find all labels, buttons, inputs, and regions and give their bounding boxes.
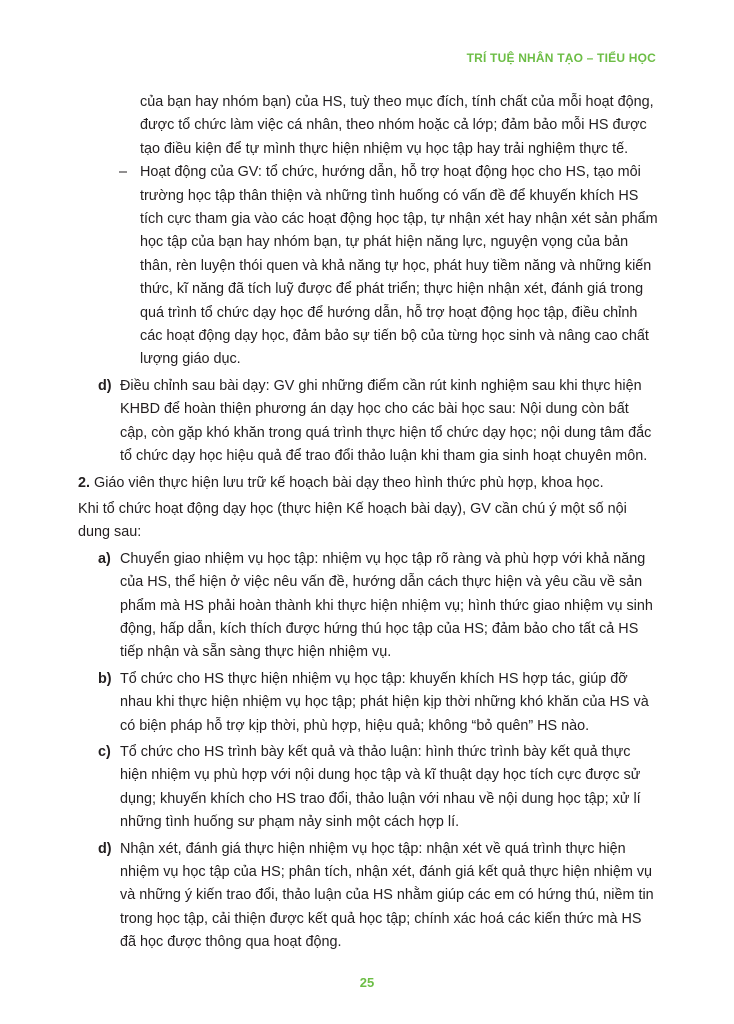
- dash-marker: –: [119, 164, 128, 181]
- list-item-text: Chuyển giao nhiệm vụ học tập: nhiệm vụ học tập rõ ràng và phù hợp với khả năng của HS, thể hiện ở việc nêu vấn đề, hướng dẫn cách thực hiện và yêu cầu về sản phẩm mà HS phải hoàn thành khi thực hiện nhiệm vụ; hình thức giao nhiệm vụ sinh động, hấp dẫn, kích thích được hứng thú học tập của HS; đảm bảo cho tất cả HS tiếp nhận và sẵn sàng thực hiện nhiệm vụ.: [120, 550, 653, 661]
- list-marker: c): [98, 743, 111, 760]
- list-item-text: Tổ chức cho HS thực hiện nhiệm vụ học tập: khuyến khích HS hợp tác, giúp đỡ nhau khi thực hiện nhiệm vụ học tập; phát hiện kịp thời những khó khăn của HS và có biện pháp hỗ trợ kịp thời, phù hợp, hiệu quả; không “bỏ quên” HS nào.: [120, 670, 649, 734]
- dash-list-item: [78, 161, 658, 372]
- page-body: [78, 91, 658, 955]
- point-2-paragraph: [78, 472, 658, 495]
- intro-paragraph: Khi tổ chức hoạt động dạy học (thực hiện Kế hoạch bài dạy), GV cần chú ý một số nội dung sau:: [78, 500, 627, 541]
- list-item-b: [78, 668, 658, 738]
- list-marker: d): [98, 377, 112, 394]
- point-text: Giáo viên thực hiện lưu trữ kế hoạch bài dạy theo hình thức phù hợp, khoa học.: [90, 474, 604, 491]
- list-item-c: [78, 741, 658, 835]
- list-item-d: [78, 838, 658, 955]
- list-item-text: Tổ chức cho HS trình bày kết quả và thảo luận: hình thức trình bày kết quả thực hiện nhiệm vụ phù hợp với nội dung học tập và kĩ thuật dạy học tích cực được sử dụng; khuyến khích cho HS trao đổi, thảo luận với nhau về nội dung học tập; xử lí những tình huống sư phạm nảy sinh một cách hợp lí.: [120, 743, 641, 831]
- running-header: TRÍ TUỆ NHÂN TẠO – TIỂU HỌC: [466, 51, 656, 65]
- page-number: 25: [359, 975, 375, 990]
- dash-item-text: Hoạt động của GV: tổ chức, hướng dẫn, hỗ trợ hoạt động học cho HS, tạo môi trường học tập thân thiện và những tình huống có vấn đề để khuyến khích HS tích cực tham gia vào các hoạt động học tập, tự nhận xét hay nhận xét sản phẩm học tập của bạn hay nhóm bạn, tự phát hiện năng lực, nguyện vọng của bản thân, rèn luyện thói quen và khả năng tự học, phát huy tiềm năng và những kiến thức, kĩ năng đã tích luỹ được để phát triển; thực hiện nhận xét, đánh giá trong quá trình tổ chức dạy học để hướng dẫn, hỗ trợ hoạt động học tập, điều chỉnh các hoạt động dạy học, đảm bảo sự tiến bộ của từng học sinh và nâng cao chất lượng giáo dục.: [140, 164, 658, 368]
- list-item-d-adjustment: [78, 375, 658, 469]
- list-marker: b): [98, 670, 112, 687]
- list-item-a: [78, 548, 658, 665]
- continuation-paragraph: của bạn hay nhóm bạn) của HS, tuỳ theo mục đích, tính chất của mỗi hoạt động, được tổ chức làm việc cá nhân, theo nhóm hoặc cả lớp; đảm bảo mỗi HS được tạo điều kiện để tự mình thực hiện nhiệm vụ học tập hay trải nghiệm thực tế.: [140, 94, 654, 157]
- list-marker: a): [98, 550, 111, 567]
- list-marker: d): [98, 840, 112, 857]
- list-item-text: Nhận xét, đánh giá thực hiện nhiệm vụ học tập: nhận xét về quá trình thực hiện nhiệm vụ học tập của HS; phân tích, nhận xét, đánh giá kết quả thực hiện nhiệm vụ và những ý kiến trao đổi, thảo luận của HS nhằm giúp các em có hứng thú, niềm tin trong học tập, cải thiện được kết quả học tập; chính xác hoá các kiến thức mà HS đã học được thông qua hoạt động.: [120, 840, 654, 951]
- list-item-text: Điều chỉnh sau bài dạy: GV ghi những điểm cần rút kinh nghiệm sau khi thực hiện KHBD để hoàn thiện phương án dạy học cho các bài học sau: Nội dung còn bất cập, còn gặp khó khăn trong quá trình thực hiện tổ chức dạy học; nội dung tâm đắc tổ chức dạy học hiệu quả để trao đổi thảo luận khi tham gia sinh hoạt chuyên môn.: [120, 377, 652, 465]
- point-number: 2.: [78, 474, 91, 491]
